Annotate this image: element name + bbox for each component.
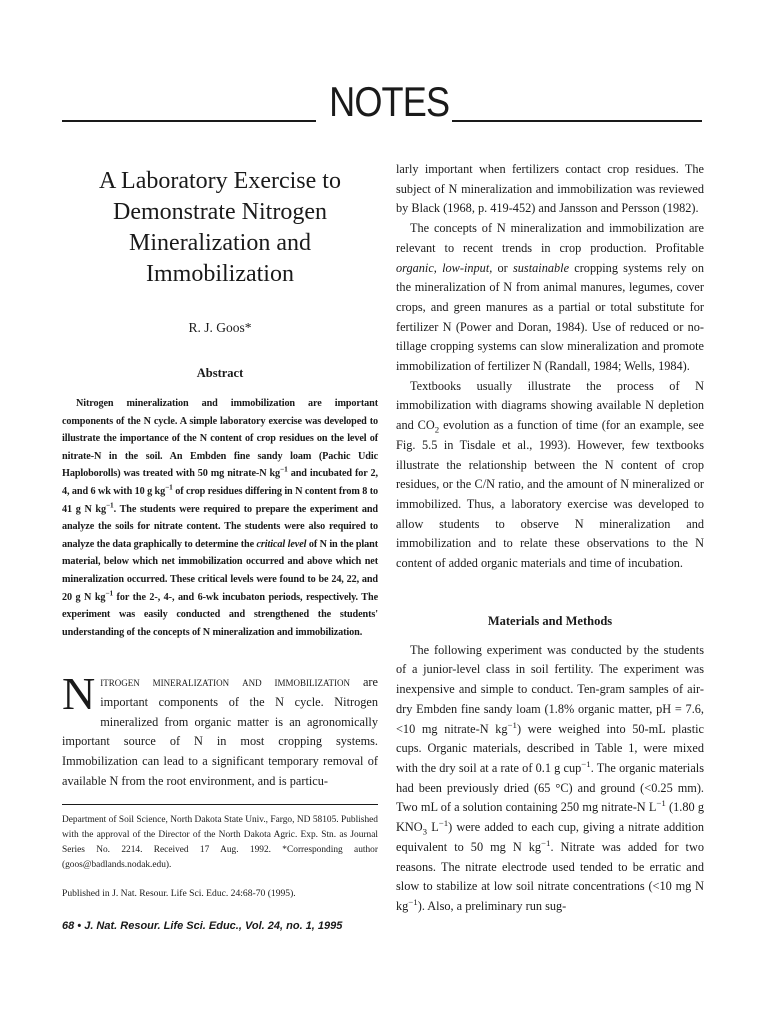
body-paragraph-1: larly important when fertilizers contact crop residues. The subject of N mineralization and immobilization was reviewed by Black (1968, p. 419-452) and Jansson and Persson (1982). [396, 162, 704, 216]
published-note: Published in J. Nat. Resour. Life Sci. Educ. 24:68-70 (1995). [62, 887, 296, 899]
section-title: NOTES [329, 78, 450, 125]
intro-paragraph: Nitrogen mineralization and immobilization are important components of the N cycle. Nitrogen mineralized from organic matter is an agronomically important source of N in most cropping systems. Immobilization can lead to a significant temporary removal of available N from the root environment, and is particu- [62, 668, 378, 788]
body-paragraph-2: The concepts of N mineralization and immobilization are relevant to recent trends in crop production. Profitable organic, low-input, or sustainable cropping systems rely on the mineralization of N from animal manures, legumes, cover crops, and green manures as a partial or total substitute for fertilizer N (Power and Doran, 1984). Use of reduced or no-tillage cropping systems can slow mineralization and promote immobilization of fertilizer N (Randall, 1984; Wells, 1984). [396, 221, 704, 374]
footnote-divider [62, 804, 378, 805]
header-rule-left [62, 120, 316, 122]
header-rule-right [452, 120, 702, 122]
section-header [62, 78, 702, 130]
critical-level-term: critical level [256, 538, 307, 550]
abstract-heading: Abstract [196, 366, 244, 380]
affiliation-footnote: Department of Soil Science, North Dakota State Univ., Fargo, ND 58105. Published with the approval of the Director of the North Dakota Agric. Exp. Stn. as Journal Series No. 2214. Received 17 Aug. 1992. *Corresponding author (goos@badlands.nodak.edu). [62, 814, 378, 870]
body-paragraph-4: The following experiment was conducted by the students of a junior-level class in soil fertility. The experiment was inexpensive and simple to conduct. Ten-gram samples of air-dry Embden fine sandy loam (1.8% organic matter, pH = 7.6, <10 mg nitrate-N $kg^{-1}$) were weighed into 50-mL plastic cups. Organic materials, described in Table 1, were mixed with the dry soil at a rate of 0.1 g cup$^{-1}$. The organic materials had been previously dried (65 °C) and ground (<0.25 mm). Two mL of a solution containing 250 mg nitrate-N $L^{-1}$ (1.80 g $KNO_3$ $L^{-1}$) were added to each cup, giving a nitrate addition equivalent to 50 mg N $kg^{-1}$. Nitrate was added for two reasons. The nitrate electrode used tended to be erratic and slow to stabilize at low soil nitrate concentrations (<10 mg N $kg^{-1}$). Also, a preliminary run sug- [396, 642, 704, 913]
body-paragraph-3: Textbooks usually illustrate the process of N immobilization with diagrams showing available N depletion and $CO_2$ evolution as a function of time (for an example, see Fig. 5.5 in Tisdale et al., 1993). However, few textbooks illustrate the relationship between the N content of crop residues, or the C/N ratio, and the amount of N mineralized or immobilized. Thus, a laboratory exercise was developed to allow students to observe N mineralization and immobilization and to relate these observations to the N content of added organic materials and time of incubation. [396, 378, 704, 571]
author: R. J. Goos* [188, 320, 252, 335]
left-column [62, 166, 378, 901]
drop-cap: N [62, 668, 96, 720]
article-title: A Laboratory Exercise to Demonstrate Nitrogen Mineralization and Immobilization [99, 168, 341, 287]
right-column [396, 160, 704, 917]
intro-lead-in: itrogen mineralization and immobilization [100, 675, 351, 690]
abstract-text: Nitrogen mineralization and immobilization are important components of the N cycle. A simple laboratory exercise was developed to illustrate the importance of the N content of crop residues on the level of nitrate-N in the soil. An Embden fine sandy loam (Pachic Udic Haploborolls) was treated with 50 mg nitrate-N $kg^{-1}$ and incubated for 2, 4, and 6 wk with 10 g $kg^{-1}$ of crop residues differing in N content from 8 to 41 g N $kg^{-1}$. The students were required to prepare the experiment and analyze the soils for nitrate content. The students were also required to analyze the data graphically to determine the critical level of N in the plant material, below which net immobilization occurred and above which net mineralization occurred. These critical levels were found to be 24, 22, and 20 g N $kg^{-1}$ for the 2-, 4-, and 6-wk incubaton periods, respectively. The experiment was easily conducted and strengthened the students' understanding of the concepts of N mineralization and immobilization. [62, 398, 378, 638]
methods-heading: Materials and Methods [487, 613, 613, 628]
page-footer: 68 • J. Nat. Resour. Life Sci. Educ., Vol. 24, no. 1, 1995 [62, 920, 343, 932]
